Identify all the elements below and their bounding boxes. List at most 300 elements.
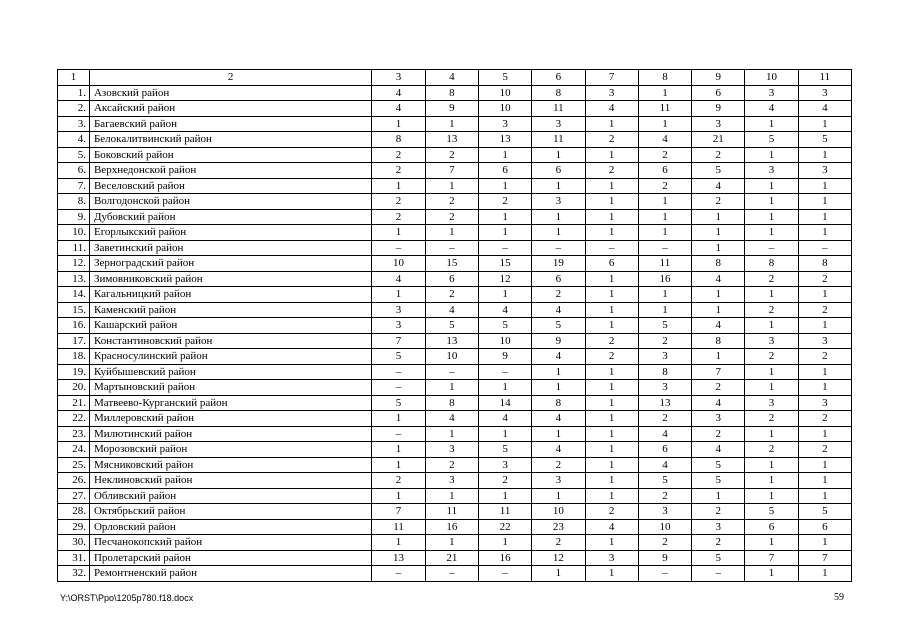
- value-cell: 1: [745, 147, 798, 163]
- value-cell: 5: [638, 318, 691, 334]
- value-cell: 2: [692, 380, 745, 396]
- value-cell: 4: [478, 411, 531, 427]
- district-name-cell: Песчанокопский район: [89, 535, 371, 551]
- district-name-cell: Заветинский район: [89, 240, 371, 256]
- value-cell: 3: [745, 395, 798, 411]
- district-name-cell: Константиновский район: [89, 333, 371, 349]
- row-number-cell: 31.: [58, 550, 90, 566]
- value-cell: 1: [585, 116, 638, 132]
- value-cell: 4: [532, 411, 585, 427]
- district-name-cell: Мясниковский район: [89, 457, 371, 473]
- value-cell: 3: [372, 302, 425, 318]
- value-cell: 15: [425, 256, 478, 272]
- value-cell: 1: [745, 566, 798, 582]
- value-cell: 7: [372, 504, 425, 520]
- value-cell: 5: [798, 132, 851, 148]
- value-cell: 13: [372, 550, 425, 566]
- value-cell: 3: [692, 116, 745, 132]
- value-cell: 3: [798, 163, 851, 179]
- value-cell: 3: [425, 473, 478, 489]
- row-number-cell: 17.: [58, 333, 90, 349]
- row-number-cell: 28.: [58, 504, 90, 520]
- value-cell: 1: [372, 488, 425, 504]
- value-cell: 2: [745, 302, 798, 318]
- value-cell: 3: [532, 194, 585, 210]
- value-cell: 1: [745, 225, 798, 241]
- value-cell: 1: [532, 566, 585, 582]
- district-name-cell: Боковский район: [89, 147, 371, 163]
- district-name-cell: Красносулинский район: [89, 349, 371, 365]
- row-number-cell: 32.: [58, 566, 90, 582]
- value-cell: 4: [692, 271, 745, 287]
- value-cell: 4: [692, 395, 745, 411]
- row-number-cell: 22.: [58, 411, 90, 427]
- value-cell: 1: [478, 380, 531, 396]
- value-cell: 1: [798, 116, 851, 132]
- value-cell: 1: [798, 147, 851, 163]
- value-cell: 2: [532, 457, 585, 473]
- value-cell: 1: [798, 287, 851, 303]
- value-cell: 1: [372, 225, 425, 241]
- value-cell: 10: [478, 85, 531, 101]
- value-cell: 8: [532, 85, 585, 101]
- table-row: [58, 504, 852, 520]
- row-number-cell: 8.: [58, 194, 90, 210]
- value-cell: 3: [638, 349, 691, 365]
- value-cell: 1: [425, 178, 478, 194]
- district-name-cell: Неклиновский район: [89, 473, 371, 489]
- table-row: [58, 194, 852, 210]
- value-cell: 4: [425, 411, 478, 427]
- value-cell: 1: [585, 287, 638, 303]
- value-cell: 1: [425, 488, 478, 504]
- value-cell: 1: [692, 240, 745, 256]
- value-cell: 8: [425, 85, 478, 101]
- value-cell: 4: [638, 426, 691, 442]
- table-row: [58, 566, 852, 582]
- value-cell: 1: [798, 364, 851, 380]
- value-cell: 1: [638, 225, 691, 241]
- value-cell: 6: [745, 519, 798, 535]
- value-cell: –: [372, 364, 425, 380]
- value-cell: 5: [692, 473, 745, 489]
- value-cell: 6: [638, 163, 691, 179]
- value-cell: 1: [478, 426, 531, 442]
- value-cell: 10: [532, 504, 585, 520]
- row-number-cell: 4.: [58, 132, 90, 148]
- value-cell: 1: [585, 380, 638, 396]
- value-cell: 2: [798, 302, 851, 318]
- value-cell: 1: [745, 318, 798, 334]
- value-cell: 2: [585, 333, 638, 349]
- value-cell: 1: [372, 535, 425, 551]
- value-cell: 1: [638, 194, 691, 210]
- value-cell: 1: [372, 411, 425, 427]
- value-cell: 1: [478, 147, 531, 163]
- value-cell: 1: [372, 442, 425, 458]
- value-cell: 1: [585, 225, 638, 241]
- column-number-header: 8: [638, 70, 691, 86]
- value-cell: 8: [692, 256, 745, 272]
- value-cell: 8: [372, 132, 425, 148]
- value-cell: 1: [745, 287, 798, 303]
- value-cell: 3: [372, 318, 425, 334]
- value-cell: –: [372, 380, 425, 396]
- value-cell: 6: [425, 271, 478, 287]
- value-cell: 22: [478, 519, 531, 535]
- value-cell: 1: [532, 364, 585, 380]
- value-cell: 23: [532, 519, 585, 535]
- table-row: [58, 395, 852, 411]
- district-name-cell: Белокалитвинский район: [89, 132, 371, 148]
- table-row: [58, 163, 852, 179]
- value-cell: 1: [745, 473, 798, 489]
- value-cell: –: [372, 426, 425, 442]
- footer-file-path: Y:\ORST\Ppo\1205p780.f18.docx: [60, 593, 194, 603]
- value-cell: 1: [798, 380, 851, 396]
- table-row: [58, 287, 852, 303]
- row-number-cell: 27.: [58, 488, 90, 504]
- value-cell: 1: [585, 411, 638, 427]
- value-cell: 1: [585, 194, 638, 210]
- table-row: [58, 132, 852, 148]
- table-row: [58, 457, 852, 473]
- row-number-cell: 20.: [58, 380, 90, 396]
- district-name-cell: Ремонтненский район: [89, 566, 371, 582]
- value-cell: 8: [798, 256, 851, 272]
- column-number-header: 10: [745, 70, 798, 86]
- value-cell: 2: [425, 209, 478, 225]
- row-number-cell: 2.: [58, 101, 90, 117]
- row-number-cell: 14.: [58, 287, 90, 303]
- value-cell: 1: [798, 225, 851, 241]
- value-cell: 1: [532, 380, 585, 396]
- value-cell: 13: [425, 333, 478, 349]
- value-cell: 1: [692, 349, 745, 365]
- value-cell: 1: [532, 225, 585, 241]
- table-body: [58, 70, 852, 582]
- value-cell: 3: [638, 504, 691, 520]
- value-cell: 2: [372, 163, 425, 179]
- value-cell: 2: [745, 271, 798, 287]
- value-cell: 11: [638, 101, 691, 117]
- value-cell: 1: [478, 209, 531, 225]
- table-row: [58, 535, 852, 551]
- value-cell: 21: [692, 132, 745, 148]
- district-name-cell: Дубовский район: [89, 209, 371, 225]
- value-cell: 6: [585, 256, 638, 272]
- value-cell: 1: [585, 302, 638, 318]
- value-cell: 2: [638, 178, 691, 194]
- value-cell: –: [478, 566, 531, 582]
- row-number-cell: 26.: [58, 473, 90, 489]
- value-cell: 2: [585, 132, 638, 148]
- value-cell: 1: [585, 535, 638, 551]
- value-cell: 4: [745, 101, 798, 117]
- value-cell: 3: [745, 333, 798, 349]
- value-cell: 4: [798, 101, 851, 117]
- row-number-cell: 24.: [58, 442, 90, 458]
- table-row: [58, 147, 852, 163]
- value-cell: 1: [745, 364, 798, 380]
- district-name-cell: Миллеровский район: [89, 411, 371, 427]
- value-cell: 1: [692, 287, 745, 303]
- district-name-cell: Егорлыкский район: [89, 225, 371, 241]
- district-name-cell: Кашарский район: [89, 318, 371, 334]
- value-cell: 2: [638, 535, 691, 551]
- row-number-cell: 7.: [58, 178, 90, 194]
- value-cell: 2: [692, 194, 745, 210]
- district-name-cell: Аксайский район: [89, 101, 371, 117]
- district-name-cell: Орловский район: [89, 519, 371, 535]
- value-cell: 4: [372, 271, 425, 287]
- column-number-header: 6: [532, 70, 585, 86]
- value-cell: 9: [425, 101, 478, 117]
- value-cell: 1: [532, 147, 585, 163]
- row-number-cell: 21.: [58, 395, 90, 411]
- value-cell: –: [425, 240, 478, 256]
- value-cell: 1: [478, 178, 531, 194]
- value-cell: 7: [425, 163, 478, 179]
- row-number-cell: 6.: [58, 163, 90, 179]
- value-cell: 5: [692, 457, 745, 473]
- value-cell: 1: [798, 318, 851, 334]
- value-cell: 2: [692, 535, 745, 551]
- value-cell: –: [478, 364, 531, 380]
- table-row: [58, 364, 852, 380]
- value-cell: –: [478, 240, 531, 256]
- value-cell: 1: [798, 209, 851, 225]
- table-row: [58, 178, 852, 194]
- table-row: [58, 550, 852, 566]
- column-number-header: 1: [58, 70, 90, 86]
- value-cell: 7: [372, 333, 425, 349]
- value-cell: 4: [372, 85, 425, 101]
- column-number-header: 3: [372, 70, 425, 86]
- table-row: [58, 349, 852, 365]
- value-cell: 1: [585, 457, 638, 473]
- value-cell: 3: [798, 85, 851, 101]
- column-number-header: 7: [585, 70, 638, 86]
- row-number-cell: 16.: [58, 318, 90, 334]
- district-name-cell: Веселовский район: [89, 178, 371, 194]
- value-cell: 1: [425, 535, 478, 551]
- value-cell: 2: [532, 287, 585, 303]
- value-cell: 1: [425, 426, 478, 442]
- value-cell: 1: [585, 488, 638, 504]
- table-row: [58, 101, 852, 117]
- value-cell: 1: [585, 364, 638, 380]
- value-cell: 1: [585, 271, 638, 287]
- value-cell: 4: [478, 302, 531, 318]
- value-cell: 1: [585, 178, 638, 194]
- row-number-cell: 23.: [58, 426, 90, 442]
- value-cell: 4: [692, 318, 745, 334]
- row-number-cell: 13.: [58, 271, 90, 287]
- table-row: [58, 411, 852, 427]
- value-cell: 21: [425, 550, 478, 566]
- value-cell: 4: [585, 101, 638, 117]
- value-cell: 1: [478, 535, 531, 551]
- value-cell: –: [532, 240, 585, 256]
- value-cell: 1: [798, 194, 851, 210]
- value-cell: 2: [585, 504, 638, 520]
- value-cell: 11: [532, 132, 585, 148]
- value-cell: 2: [478, 194, 531, 210]
- column-number-header: 4: [425, 70, 478, 86]
- district-name-cell: Обливский район: [89, 488, 371, 504]
- row-number-cell: 9.: [58, 209, 90, 225]
- value-cell: 6: [478, 163, 531, 179]
- value-cell: 3: [692, 519, 745, 535]
- row-number-cell: 25.: [58, 457, 90, 473]
- value-cell: 1: [585, 209, 638, 225]
- value-cell: 16: [638, 271, 691, 287]
- value-cell: 3: [585, 550, 638, 566]
- value-cell: 2: [638, 147, 691, 163]
- value-cell: 1: [745, 457, 798, 473]
- value-cell: –: [638, 240, 691, 256]
- value-cell: 1: [798, 566, 851, 582]
- district-name-cell: Каменский район: [89, 302, 371, 318]
- row-number-cell: 5.: [58, 147, 90, 163]
- row-number-cell: 29.: [58, 519, 90, 535]
- row-number-cell: 10.: [58, 225, 90, 241]
- value-cell: 3: [532, 473, 585, 489]
- value-cell: –: [425, 364, 478, 380]
- table-row: [58, 302, 852, 318]
- value-cell: 4: [638, 132, 691, 148]
- value-cell: 5: [372, 349, 425, 365]
- value-cell: 2: [478, 473, 531, 489]
- value-cell: 2: [745, 349, 798, 365]
- value-cell: 6: [532, 163, 585, 179]
- value-cell: 11: [372, 519, 425, 535]
- row-number-cell: 18.: [58, 349, 90, 365]
- table-row: [58, 209, 852, 225]
- value-cell: 5: [425, 318, 478, 334]
- value-cell: 5: [478, 442, 531, 458]
- value-cell: 16: [425, 519, 478, 535]
- value-cell: 2: [745, 411, 798, 427]
- district-table: [57, 69, 852, 582]
- value-cell: 11: [532, 101, 585, 117]
- value-cell: 2: [372, 209, 425, 225]
- value-cell: 11: [478, 504, 531, 520]
- value-cell: 2: [425, 147, 478, 163]
- district-name-cell: Волгодонской район: [89, 194, 371, 210]
- row-number-cell: 3.: [58, 116, 90, 132]
- value-cell: –: [745, 240, 798, 256]
- value-cell: 10: [638, 519, 691, 535]
- value-cell: 3: [798, 395, 851, 411]
- value-cell: 13: [425, 132, 478, 148]
- value-cell: 8: [692, 333, 745, 349]
- district-name-cell: Кагальницкий район: [89, 287, 371, 303]
- value-cell: –: [585, 240, 638, 256]
- table-row: [58, 318, 852, 334]
- value-cell: 2: [692, 504, 745, 520]
- value-cell: 1: [798, 457, 851, 473]
- value-cell: 1: [638, 116, 691, 132]
- value-cell: 1: [532, 178, 585, 194]
- value-cell: 1: [585, 147, 638, 163]
- value-cell: 8: [638, 364, 691, 380]
- value-cell: 2: [425, 194, 478, 210]
- value-cell: 1: [478, 488, 531, 504]
- value-cell: 1: [638, 85, 691, 101]
- value-cell: 4: [425, 302, 478, 318]
- value-cell: 1: [532, 488, 585, 504]
- value-cell: 19: [532, 256, 585, 272]
- table-row: [58, 380, 852, 396]
- value-cell: 2: [798, 349, 851, 365]
- value-cell: 5: [692, 550, 745, 566]
- value-cell: 12: [532, 550, 585, 566]
- value-cell: 8: [532, 395, 585, 411]
- value-cell: 10: [478, 101, 531, 117]
- value-cell: 6: [692, 85, 745, 101]
- value-cell: 15: [478, 256, 531, 272]
- value-cell: 3: [425, 442, 478, 458]
- value-cell: 3: [692, 411, 745, 427]
- value-cell: 2: [638, 411, 691, 427]
- value-cell: 4: [532, 442, 585, 458]
- value-cell: 3: [585, 85, 638, 101]
- value-cell: 1: [798, 426, 851, 442]
- value-cell: 3: [478, 116, 531, 132]
- value-cell: 7: [745, 550, 798, 566]
- table-row: [58, 442, 852, 458]
- value-cell: 5: [692, 163, 745, 179]
- value-cell: 1: [585, 426, 638, 442]
- value-cell: –: [425, 566, 478, 582]
- table-row: [58, 116, 852, 132]
- row-number-cell: 11.: [58, 240, 90, 256]
- value-cell: 5: [745, 132, 798, 148]
- row-number-cell: 15.: [58, 302, 90, 318]
- value-cell: 1: [745, 488, 798, 504]
- value-cell: 1: [532, 209, 585, 225]
- value-cell: 1: [745, 380, 798, 396]
- value-cell: 4: [638, 457, 691, 473]
- value-cell: 2: [372, 147, 425, 163]
- value-cell: 7: [798, 550, 851, 566]
- district-name-cell: Зерноградский район: [89, 256, 371, 272]
- value-cell: 1: [692, 225, 745, 241]
- value-cell: 4: [692, 442, 745, 458]
- value-cell: 5: [745, 504, 798, 520]
- value-cell: 2: [372, 194, 425, 210]
- value-cell: 2: [425, 457, 478, 473]
- value-cell: –: [372, 240, 425, 256]
- district-name-cell: Багаевский район: [89, 116, 371, 132]
- value-cell: 1: [585, 395, 638, 411]
- value-cell: 13: [478, 132, 531, 148]
- table-row: [58, 488, 852, 504]
- value-cell: 16: [478, 550, 531, 566]
- table-row: [58, 256, 852, 272]
- value-cell: 2: [692, 426, 745, 442]
- table-row: [58, 426, 852, 442]
- value-cell: 1: [638, 209, 691, 225]
- value-cell: 5: [638, 473, 691, 489]
- value-cell: 1: [585, 442, 638, 458]
- value-cell: 10: [372, 256, 425, 272]
- value-cell: 1: [638, 302, 691, 318]
- table-row: [58, 519, 852, 535]
- value-cell: 11: [425, 504, 478, 520]
